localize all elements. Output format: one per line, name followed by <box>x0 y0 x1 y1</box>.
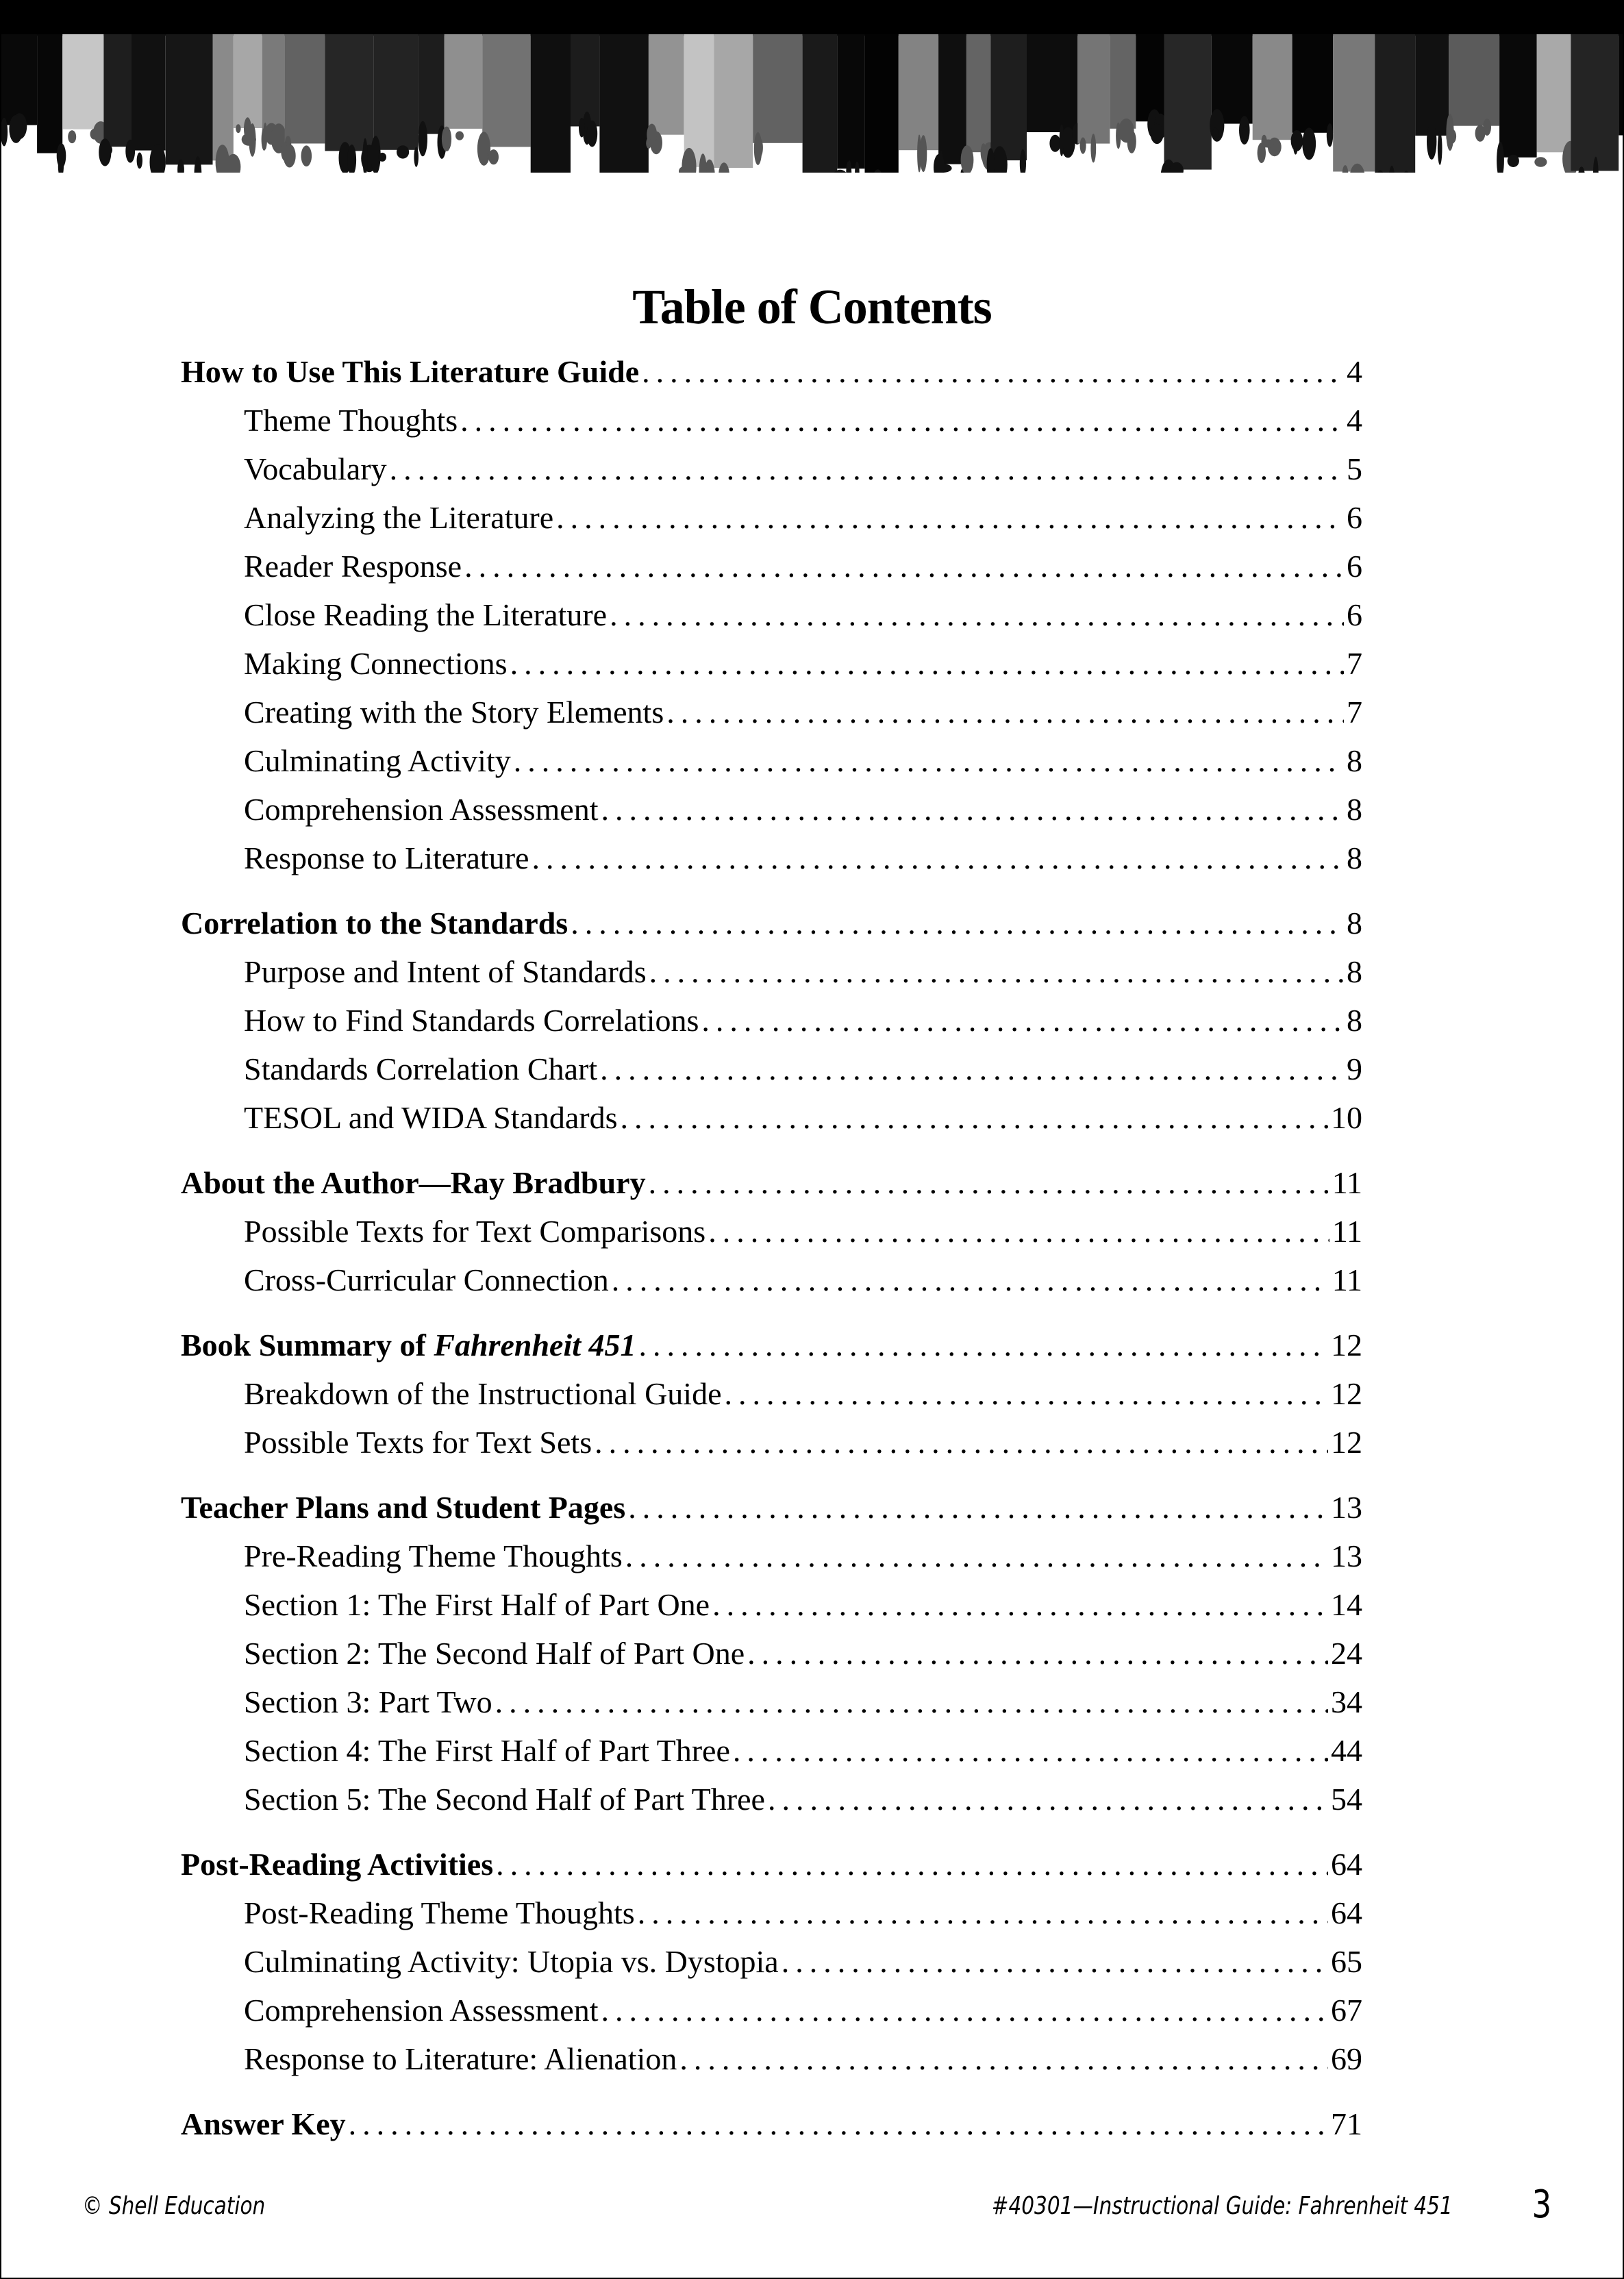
toc-entry-label <box>244 996 699 1045</box>
toc-entry-page: 7 <box>1347 695 1362 730</box>
toc-entry-label <box>181 899 568 947</box>
grunge-stripe <box>1253 34 1292 140</box>
dot-leader <box>679 2034 1328 2083</box>
toc-entry-page: 67 <box>1331 1993 1362 2028</box>
toc-entry-label-text: Standards Correlation Chart <box>244 1051 598 1086</box>
toc-entry-sub[interactable] <box>181 1580 1362 1629</box>
toc-entry-sub[interactable] <box>181 1256 1362 1304</box>
toc-section <box>181 2100 1362 2148</box>
grunge-stripe <box>1619 34 1623 136</box>
grunge-drip <box>1427 123 1436 160</box>
grunge-stripe <box>103 34 132 147</box>
dot-leader <box>701 996 1344 1045</box>
toc-entry-page: 5 <box>1347 451 1362 486</box>
grunge-stripe <box>531 34 571 173</box>
toc-entry-page: 11 <box>1332 1165 1362 1200</box>
toc-section <box>181 1321 1362 1467</box>
dot-leader <box>349 2100 1328 2148</box>
toc-entry-sub[interactable] <box>181 1775 1362 1823</box>
grunge-stripe <box>990 34 1027 160</box>
toc-entry-label <box>244 2034 677 2083</box>
grunge-stripe <box>166 34 213 164</box>
toc-entry-label-text: Making Connections <box>244 646 508 681</box>
grunge-drip <box>1258 142 1266 163</box>
grunge-stripe <box>1571 34 1619 171</box>
toc-entry-page: 13 <box>1331 1490 1362 1525</box>
dot-leader <box>708 1207 1329 1256</box>
grunge-stripe <box>262 34 285 134</box>
grunge-drip <box>1291 130 1303 151</box>
toc-entry-page: 9 <box>1347 1051 1362 1086</box>
grunge-drip <box>68 130 76 143</box>
toc-entry-label-text: Section 2: The Second Half of Part One <box>244 1636 745 1671</box>
toc-entry-page: 4 <box>1347 354 1362 389</box>
grunge-stripe <box>1164 34 1212 170</box>
toc-entry-sub[interactable] <box>181 396 1362 445</box>
grunge-stripe <box>1415 34 1449 136</box>
toc-entry-label <box>244 834 529 882</box>
toc-entry-page: 6 <box>1347 500 1362 535</box>
grunge-drip <box>57 143 66 168</box>
dot-leader <box>649 1158 1329 1207</box>
toc-entry-label <box>244 1889 635 1937</box>
toc-entry-page: 8 <box>1347 743 1362 778</box>
toc-entry-label <box>181 1158 646 1207</box>
toc-entry-label-text: Culminating Activity: Utopia vs. Dystopia <box>244 1944 779 1979</box>
grunge-stripe <box>325 34 373 151</box>
decorative-header-band <box>1 1 1623 173</box>
toc-entry-label <box>244 1629 745 1678</box>
dot-leader <box>621 1093 1328 1142</box>
grunge-drip <box>455 132 464 140</box>
toc-entry-page: 13 <box>1331 1539 1362 1573</box>
grunge-texture-graphic <box>1 1 1623 173</box>
toc-entry-label-text: Answer Key <box>181 2106 346 2141</box>
toc-entry-label-text: Analyzing the Literature <box>244 500 554 535</box>
grunge-stripe <box>714 34 753 168</box>
toc-entry-label-text: How to Find Standards Correlations <box>244 1003 699 1038</box>
toc-entry-page: 71 <box>1331 2106 1362 2141</box>
toc-entry-page: 44 <box>1331 1733 1362 1768</box>
grunge-stripe <box>599 34 649 173</box>
toc-entry-page: 10 <box>1331 1100 1362 1135</box>
dot-leader <box>610 590 1344 639</box>
toc-entry-sub[interactable] <box>181 1369 1362 1418</box>
toc-entry-label <box>244 1937 779 1986</box>
toc-entry-label-text: Purpose and Intent of Standards <box>244 954 647 989</box>
product-title: #40301—Instructional Guide: Fahrenheit 451 <box>991 2192 1453 2220</box>
toc-entry-sub[interactable] <box>181 1418 1362 1467</box>
grunge-drip <box>1243 126 1247 140</box>
grunge-drip <box>1508 155 1519 167</box>
grunge-drip <box>1049 135 1060 152</box>
dot-leader <box>639 1321 1328 1369</box>
toc-entry-main[interactable] <box>181 1321 1362 1369</box>
dot-leader <box>571 899 1344 947</box>
grunge-drip <box>1151 124 1164 144</box>
grunge-stripe <box>571 34 599 127</box>
toc-entry-page: 6 <box>1347 549 1362 584</box>
toc-entry-label-text: Reader Response <box>244 549 462 584</box>
toc-entry-label <box>244 590 607 639</box>
grunge-stripe <box>1110 34 1136 129</box>
toc-entry-label-text: Possible Texts for Text Comparisons <box>244 1214 706 1249</box>
dot-leader <box>724 1369 1328 1418</box>
toc-entry-label-text: About the Author—Ray Bradbury <box>181 1165 646 1200</box>
toc-entry-sub[interactable] <box>181 2034 1362 2083</box>
toc-entry-page: 8 <box>1347 954 1362 989</box>
grunge-drip <box>1446 129 1456 145</box>
toc-section <box>181 347 1362 882</box>
grunge-stripe <box>285 34 325 144</box>
toc-entry-page: 7 <box>1347 646 1362 681</box>
toc-entry-label <box>244 736 511 785</box>
toc-entry-label <box>244 1726 730 1775</box>
toc-entry-sub[interactable] <box>181 1207 1362 1256</box>
toc-entry-label <box>244 785 598 834</box>
grunge-stripe <box>753 34 802 143</box>
toc-entry-label-text: Correlation to the Standards <box>181 906 569 941</box>
grunge-drip <box>137 153 142 169</box>
toc-entry-label-text: Breakdown of the Instructional Guide <box>244 1376 722 1411</box>
dot-leader <box>556 493 1344 542</box>
toc-entry-label <box>244 493 553 542</box>
toc-entry-label <box>244 1207 705 1256</box>
toc-entry-label-text: Section 5: The Second Half of Part Three <box>244 1782 765 1817</box>
grunge-drip <box>9 115 23 143</box>
toc-entry-label-text: Culminating Activity <box>244 743 511 778</box>
dot-leader <box>495 1678 1328 1726</box>
grunge-stripe <box>418 34 444 134</box>
toc-entry-label-text: Cross-Curricular Connection <box>244 1262 609 1297</box>
toc-entry-label <box>244 445 387 493</box>
toc-entry-page: 4 <box>1347 403 1362 438</box>
toc-entry-label <box>181 1840 493 1889</box>
toc-entry-label-italic: Fahrenheit 451 <box>434 1328 636 1362</box>
header-black-strip <box>1 1 1623 36</box>
toc-entry-page: 8 <box>1347 906 1362 941</box>
toc-entry-label <box>244 1418 592 1467</box>
dot-leader <box>638 1889 1328 1937</box>
toc-entry-page: 12 <box>1331 1328 1362 1362</box>
dot-leader <box>625 1532 1328 1580</box>
toc-section <box>181 1840 1362 2083</box>
toc-entry-label <box>244 396 458 445</box>
toc-entry-main[interactable] <box>181 1483 1362 1532</box>
grunge-drip <box>371 136 380 173</box>
toc-entry-label <box>181 347 639 396</box>
grunge-drip <box>1080 138 1086 154</box>
toc-entry-label-text: Comprehension Assessment <box>244 1993 599 2028</box>
grunge-drip <box>920 135 927 172</box>
grunge-stripe <box>1375 34 1415 173</box>
grunge-drip <box>1090 134 1096 162</box>
toc-entry-label-text: Teacher Plans and Student Pages <box>181 1490 626 1525</box>
grunge-stripe <box>1449 34 1499 126</box>
grunge-stripe <box>1333 34 1375 172</box>
toc-section <box>181 1158 1362 1304</box>
toc-entry-label-text: TESOL and WIDA Standards <box>244 1100 618 1135</box>
toc-entry-label-text: Comprehension Assessment <box>244 792 599 827</box>
toc-entry-page: 65 <box>1331 1944 1362 1979</box>
grunge-stripe <box>803 34 838 173</box>
dot-leader <box>601 1986 1328 2034</box>
grunge-drip <box>1119 119 1134 142</box>
dot-leader <box>768 1775 1328 1823</box>
grunge-drip <box>414 147 419 167</box>
grunge-stripe <box>482 34 531 147</box>
toc-entry-page: 12 <box>1331 1425 1362 1460</box>
toc-entry-main[interactable] <box>181 899 1362 947</box>
grunge-drip <box>284 145 296 168</box>
grunge-drip <box>1534 157 1547 167</box>
toc-entry-label-text: Section 1: The First Half of Part One <box>244 1587 710 1622</box>
toc-entry-main[interactable] <box>181 1840 1362 1889</box>
grunge-stripe <box>1027 34 1077 132</box>
toc-entry-label <box>244 1532 623 1580</box>
grunge-drip <box>587 121 597 147</box>
toc-entry-label <box>181 1321 636 1369</box>
dot-leader <box>601 785 1344 834</box>
toc-entry-page: 64 <box>1331 1847 1362 1882</box>
grunge-stripe <box>938 34 966 164</box>
grunge-drip <box>1060 125 1064 157</box>
grunge-stripe <box>132 34 166 151</box>
dot-leader <box>733 1726 1328 1775</box>
toc-entry-page: 8 <box>1347 792 1362 827</box>
toc-entry-sub[interactable] <box>181 493 1362 542</box>
toc-entry-page: 14 <box>1331 1587 1362 1622</box>
grunge-drip <box>480 145 488 164</box>
dot-leader <box>496 1840 1328 1889</box>
dot-leader <box>510 639 1344 688</box>
grunge-drip <box>754 132 762 165</box>
toc-entry-label-text: Book Summary of <box>181 1328 434 1362</box>
dot-leader <box>747 1629 1328 1678</box>
toc-entry-sub[interactable] <box>181 688 1362 736</box>
toc-entry-label-text: Section 4: The First Half of Part Three <box>244 1733 730 1768</box>
toc-entry-label <box>244 1256 609 1304</box>
grunge-drip <box>418 121 427 156</box>
grunge-drip <box>1438 132 1442 165</box>
grunge-drip <box>378 153 386 162</box>
toc-entry-page: 54 <box>1331 1782 1362 1817</box>
toc-entry-sub[interactable] <box>181 1937 1362 1986</box>
grunge-drip <box>397 145 409 158</box>
toc-entry-page: 24 <box>1331 1636 1362 1671</box>
toc-entry-label <box>244 688 664 736</box>
dot-leader <box>514 736 1344 785</box>
toc-entry-page: 8 <box>1347 1003 1362 1038</box>
grunge-drip <box>236 124 240 133</box>
toc-entry-main[interactable] <box>181 347 1362 396</box>
toc-entry-sub[interactable] <box>181 1629 1362 1678</box>
toc-entry-sub[interactable] <box>181 834 1362 882</box>
toc-entry-label <box>244 1986 598 2034</box>
toc-entry-sub[interactable] <box>181 947 1362 996</box>
grunge-drip <box>646 138 651 149</box>
grunge-stripe <box>1292 34 1334 133</box>
dot-leader <box>460 396 1344 445</box>
grunge-drip <box>1212 127 1219 140</box>
toc-entry-label <box>244 1045 597 1093</box>
toc-entry-sub[interactable] <box>181 1889 1362 1937</box>
grunge-drip <box>244 117 251 140</box>
grunge-drip <box>1302 127 1316 160</box>
toc-entry-page: 6 <box>1347 597 1362 632</box>
copyright-text: © Shell Education <box>82 2192 266 2220</box>
toc-entry-label <box>244 947 647 996</box>
page-title: Table of Contents <box>632 279 992 335</box>
grunge-drip <box>579 118 585 138</box>
toc-entry-sub[interactable] <box>181 1986 1362 2034</box>
toc-entry-label <box>244 1369 721 1418</box>
grunge-stripe <box>62 34 103 129</box>
toc-entry-label <box>244 1580 710 1629</box>
toc-section <box>181 899 1362 1142</box>
grunge-stripe <box>1136 34 1164 121</box>
grunge-drip <box>488 149 499 164</box>
toc-entry-sub[interactable] <box>181 1093 1362 1142</box>
grunge-stripe <box>837 34 864 169</box>
grunge-stripe <box>966 34 990 152</box>
toc-entry-label-text: Response to Literature <box>244 840 529 875</box>
toc-entry-sub[interactable] <box>181 590 1362 639</box>
toc-entry-label <box>244 542 462 590</box>
toc-entry-label-text: Post-Reading Activities <box>181 1847 494 1882</box>
toc-entry-label-text: Post-Reading Theme Thoughts <box>244 1895 635 1930</box>
toc-entry-sub[interactable] <box>181 1726 1362 1775</box>
grunge-drip <box>301 145 312 166</box>
toc-entry-label-text: Section 3: Part Two <box>244 1684 492 1719</box>
dot-leader <box>712 1580 1328 1629</box>
toc-entry-page: 11 <box>1332 1262 1362 1297</box>
grunge-drip <box>1475 125 1486 141</box>
dot-leader <box>532 834 1344 882</box>
grunge-stripe <box>1 34 37 125</box>
dot-leader <box>642 347 1344 396</box>
dot-leader <box>628 1483 1328 1532</box>
toc-entry-sub[interactable] <box>181 1045 1362 1093</box>
dot-leader <box>649 947 1344 996</box>
grunge-drip <box>99 138 111 166</box>
toc-entry-label-text: Close Reading the Literature <box>244 597 608 632</box>
grunge-stripe <box>445 34 483 129</box>
toc-section <box>181 1483 1362 1823</box>
dot-leader <box>666 688 1344 736</box>
dot-leader <box>782 1937 1328 1986</box>
grunge-drip <box>981 143 986 161</box>
toc-entry-page: 12 <box>1331 1376 1362 1411</box>
toc-entry-label <box>244 639 508 688</box>
toc-entry-label-text: Pre-Reading Theme Thoughts <box>244 1539 623 1573</box>
toc-entry-page: 34 <box>1331 1684 1362 1719</box>
table-of-contents <box>181 347 1362 2165</box>
grunge-drip <box>1327 123 1333 147</box>
toc-entry-label-text: Creating with the Story Elements <box>244 695 664 730</box>
toc-entry-label <box>181 1483 625 1532</box>
toc-entry-main[interactable] <box>181 1158 1362 1207</box>
dot-leader <box>612 1256 1329 1304</box>
toc-entry-sub[interactable] <box>181 542 1362 590</box>
page-footer <box>1 2182 1623 2228</box>
toc-entry-label-text: Response to Literature: Alienation <box>244 2041 677 2076</box>
dot-leader <box>600 1045 1344 1093</box>
toc-entry-page: 8 <box>1347 840 1362 875</box>
toc-entry-sub[interactable] <box>181 996 1362 1045</box>
grunge-stripe <box>649 34 684 135</box>
toc-entry-label <box>181 2100 346 2148</box>
toc-entry-sub[interactable] <box>181 445 1362 493</box>
toc-entry-label <box>244 1093 618 1142</box>
grunge-stripe <box>234 34 262 128</box>
toc-entry-sub[interactable] <box>181 639 1362 688</box>
grunge-stripe <box>865 34 899 173</box>
grunge-stripe <box>1537 34 1571 152</box>
grunge-stripe <box>1077 34 1110 144</box>
grunge-stripe <box>373 34 418 150</box>
dot-leader <box>390 445 1344 493</box>
toc-entry-label-text: Vocabulary <box>244 451 387 486</box>
toc-entry-label-text: Possible Texts for Text Sets <box>244 1425 592 1460</box>
toc-entry-page: 64 <box>1331 1895 1362 1930</box>
toc-entry-sub[interactable] <box>181 1532 1362 1580</box>
grunge-stripe <box>213 34 234 160</box>
grunge-stripe <box>37 34 62 153</box>
toc-entry-label-text: How to Use This Literature Guide <box>181 354 640 389</box>
toc-entry-label-text: Theme Thoughts <box>244 403 458 438</box>
toc-entry-sub[interactable] <box>181 1678 1362 1726</box>
toc-entry-label <box>244 1775 765 1823</box>
grunge-drip <box>442 127 451 151</box>
toc-entry-sub[interactable] <box>181 736 1362 785</box>
dot-leader <box>464 542 1344 590</box>
toc-entry-page: 11 <box>1332 1214 1362 1249</box>
grunge-stripe <box>1499 34 1537 158</box>
toc-entry-label <box>244 1678 492 1726</box>
grunge-stripe <box>684 34 714 167</box>
dot-leader <box>595 1418 1328 1467</box>
toc-entry-page: 69 <box>1331 2041 1362 2076</box>
grunge-stripe <box>899 34 938 150</box>
toc-entry-main[interactable] <box>181 2100 1362 2148</box>
page-number: 3 <box>1532 2182 1552 2227</box>
toc-entry-sub[interactable] <box>181 785 1362 834</box>
